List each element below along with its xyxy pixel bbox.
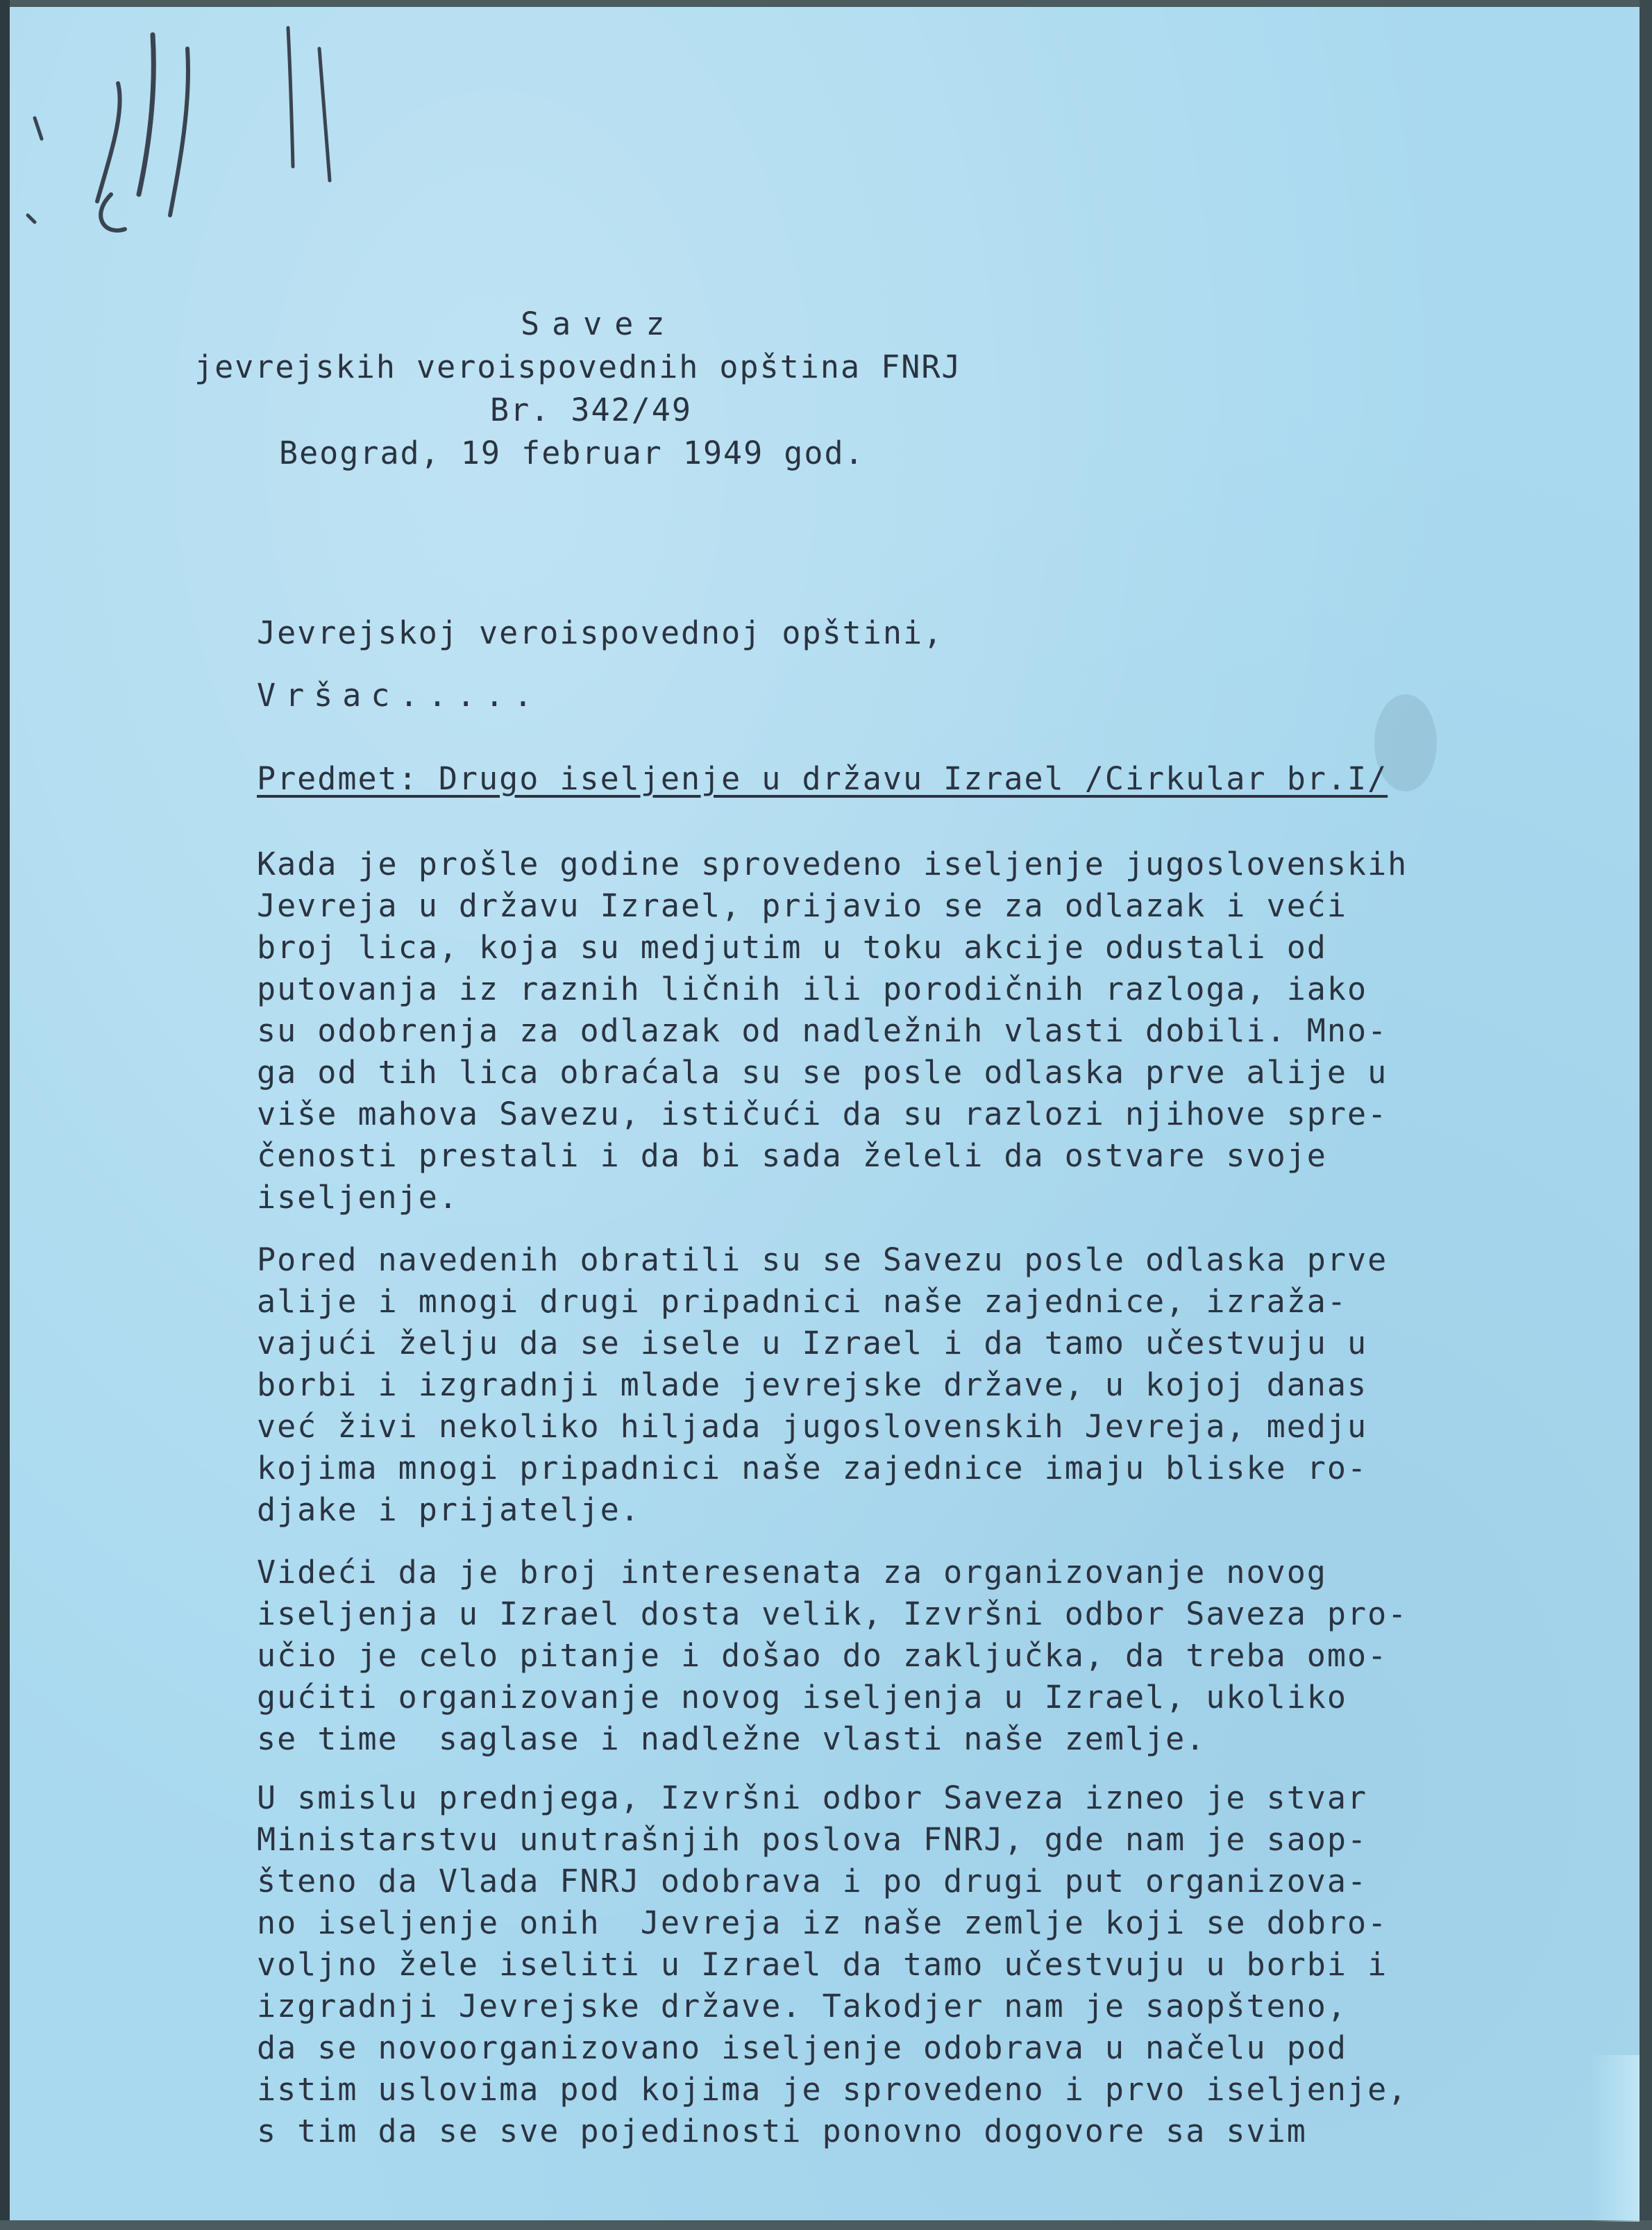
paragraph-line: iseljenje. (257, 1179, 459, 1216)
paragraph-line: su odobrenja za odlazak od nadležnih vlasti dobili. Mno- (257, 1012, 1388, 1049)
subject-line: Predmet: Drugo iseljenje u državu Izrael /Cirkular br.I/ (257, 760, 1388, 797)
paragraph-line: Kada je prošle godine sprovedeno iseljenje jugoslovenskih (257, 846, 1408, 882)
body-paragraph (257, 1552, 1492, 1760)
paragraph-line: izgradnji Jevrejske države. Takodjer nam je saopšteno, (257, 1988, 1347, 2024)
header-organization-short: Savez (521, 305, 677, 342)
paragraph-line: kojima mnogi pripadnici naše zajednice imaju bliske ro- (257, 1450, 1368, 1486)
paragraph-line: borbi i izgradnji mlade jevrejske države, u kojoj danas (257, 1366, 1368, 1403)
scan-edge-right (1640, 0, 1652, 2230)
paragraph-line: da se novoorganizovano iseljenje odobrava u načelu pod (257, 2029, 1347, 2066)
paragraph-line: učio je celo pitanje i došao do zaključka, da treba omo- (257, 1637, 1388, 1674)
body-paragraph (257, 1777, 1492, 2152)
header-date-line: Beograd, 19 februar 1949 god. (279, 435, 865, 471)
paragraph-line: putovanja iz raznih ličnih ili porodičnih razloga, iako (257, 971, 1368, 1007)
paragraph-line: U smislu prednjega, Izvršni odbor Saveza izneo je stvar (257, 1779, 1368, 1816)
body-paragraph (257, 844, 1492, 1218)
header-reference-number: Br. 342/49 (490, 392, 692, 428)
paragraph-line: šteno da Vlada FNRJ odobrava i po drugi put organizova- (257, 1863, 1368, 1900)
handwritten-pencil-marks (14, 7, 375, 243)
header-organization-full: jevrejskih veroispovednih opština FNRJ (194, 349, 962, 385)
paragraph-line: iseljenja u Izrael dosta velik, Izvršni odbor Saveza pro- (257, 1595, 1408, 1632)
paragraph-line: Pored navedenih obratili su se Savezu posle odlaska prve (257, 1241, 1388, 1278)
paragraph-line: se time saglase i nadležne vlasti naše zemlje. (257, 1720, 1206, 1757)
paragraph-line: no iseljenje onih Jevreja iz naše zemlje koji se dobro- (257, 1904, 1388, 1941)
paragraph-line: Ministarstvu unutrašnjih poslova FNRJ, gde nam je saop- (257, 1821, 1368, 1858)
paragraph-line: više mahova Savezu, ističući da su razlozi njihove spre- (257, 1096, 1388, 1132)
paragraph-line: s tim da se sve pojedinosti ponovno dogovore sa svim (257, 2113, 1307, 2149)
scan-edge-bottom (0, 2220, 1652, 2230)
paragraph-line: Jevreja u državu Izrael, prijavio se za odlazak i veći (257, 887, 1347, 924)
paragraph-line: ga od tih lica obraćala su se posle odlaska prve alije u (257, 1054, 1388, 1091)
paragraph-line: gućiti organizovanje novog iseljenja u Izrael, ukoliko (257, 1679, 1347, 1716)
scan-edge-left (0, 0, 10, 2230)
paper-tear (1591, 2055, 1640, 2222)
recipient-line: Jevrejskoj veroispovednoj opštini, (257, 614, 944, 651)
paragraph-line: alije i mnogi drugi pripadnici naše zajednice, izraža- (257, 1283, 1347, 1320)
paragraph-line: Videći da je broj interesenata za organizovanje novog (257, 1554, 1327, 1591)
paragraph-line: djake i prijatelje. (257, 1491, 641, 1528)
body-paragraph (257, 1239, 1492, 1531)
paragraph-line: istim uslovima pod kojima je sprovedeno i prvo iseljenje, (257, 2071, 1408, 2108)
paragraph-line: čenosti prestali i da bi sada želeli da ostvare svoje (257, 1137, 1327, 1174)
recipient-city: Vršac..... (257, 677, 542, 714)
paragraph-line: vajući želju da se isele u Izrael i da tamo učestvuju u (257, 1325, 1368, 1361)
scan-edge-top (0, 0, 1652, 7)
paragraph-line: već živi nekoliko hiljada jugoslovenskih Jevreja, medju (257, 1408, 1368, 1445)
paragraph-line: voljno žele iseliti u Izrael da tamo učestvuju u borbi i (257, 1946, 1388, 1983)
paragraph-line: broj lica, koja su medjutim u toku akcije odustali od (257, 929, 1327, 966)
